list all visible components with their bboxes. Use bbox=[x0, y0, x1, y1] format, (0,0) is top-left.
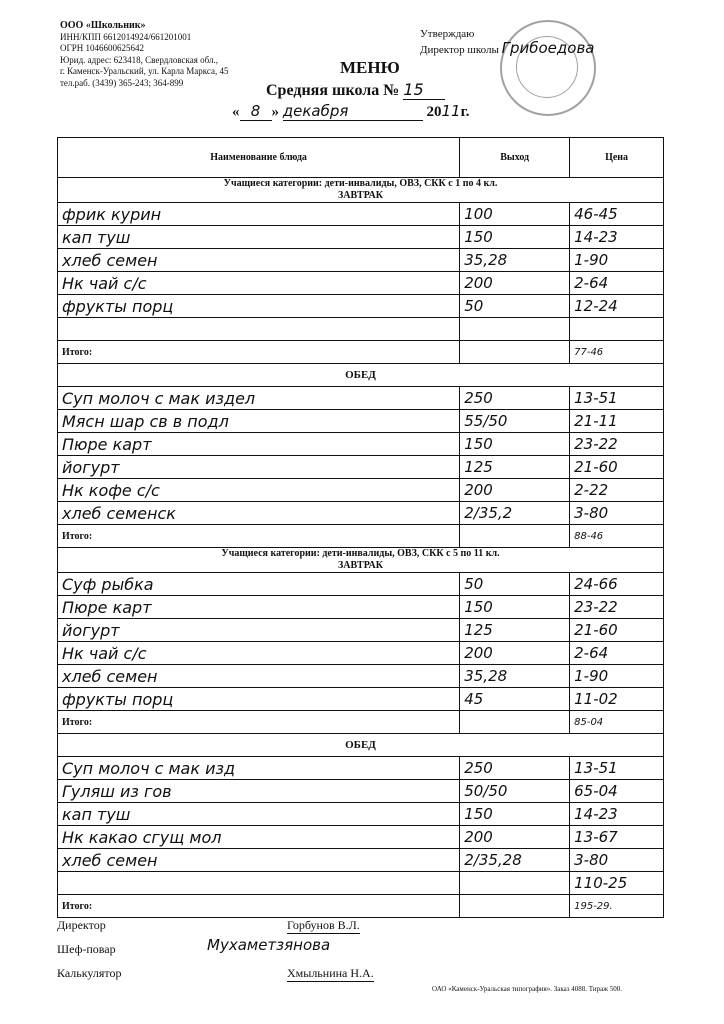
dish-name: Нк чай с/с bbox=[58, 642, 460, 665]
category-row-2 bbox=[58, 548, 664, 573]
dish-price: 65-04 bbox=[570, 780, 664, 803]
signature-name: Хмыльнина Н.А. bbox=[287, 966, 374, 980]
organization-block bbox=[60, 20, 229, 89]
dish-yield: 125 bbox=[460, 619, 570, 642]
approval-block bbox=[420, 27, 595, 57]
dish-yield: 35,28 bbox=[460, 665, 570, 688]
total-label: Итого: bbox=[58, 711, 460, 734]
signature-chef bbox=[57, 936, 331, 957]
director-label: Директор школы Грибоедова bbox=[420, 39, 595, 57]
signature-role: Директор bbox=[57, 918, 106, 932]
dish-price: 1-90 bbox=[570, 249, 664, 272]
dish-price: 23-22 bbox=[570, 433, 664, 456]
group2-breakfast bbox=[58, 573, 664, 711]
dish-name: кап туш bbox=[58, 226, 460, 249]
col-header-yield: Выход bbox=[460, 138, 570, 178]
section-label-breakfast: ЗАВТРАК bbox=[337, 560, 383, 571]
org-address-2: г. Каменск-Уральский, ул. Карла Маркса, 45 bbox=[60, 66, 229, 76]
dish-name: йогурт bbox=[58, 619, 460, 642]
dish-yield: 50/50 bbox=[460, 780, 570, 803]
dish-yield: 200 bbox=[460, 642, 570, 665]
dish-row bbox=[58, 642, 664, 665]
subtotal-row bbox=[58, 872, 664, 895]
dish-row bbox=[58, 780, 664, 803]
dish-price: 12-24 bbox=[570, 295, 664, 318]
dish-price: 2-64 bbox=[570, 272, 664, 295]
dish-name: фрукты порц bbox=[58, 295, 460, 318]
dish-row bbox=[58, 688, 664, 711]
dish-name: Мясн шар св в подл bbox=[58, 410, 460, 433]
dish-row bbox=[58, 573, 664, 596]
section-row-lunch bbox=[58, 734, 664, 757]
dish-name: хлеб семенск bbox=[58, 502, 460, 525]
dish-row bbox=[58, 410, 664, 433]
total-value: 88-46 bbox=[570, 525, 664, 548]
dish-price: 14-23 bbox=[570, 803, 664, 826]
dish-row bbox=[58, 826, 664, 849]
signature-director bbox=[57, 918, 360, 933]
org-phone: тел.раб. (3439) 365-243; 364-899 bbox=[60, 77, 184, 88]
dish-price: 14-23 bbox=[570, 226, 664, 249]
group1-lunch bbox=[58, 387, 664, 525]
dish-row bbox=[58, 456, 664, 479]
dish-yield: 125 bbox=[460, 456, 570, 479]
total-row bbox=[58, 895, 664, 918]
dish-row bbox=[58, 226, 664, 249]
dish-yield: 250 bbox=[460, 757, 570, 780]
dish-price: 13-67 bbox=[570, 826, 664, 849]
dish-row bbox=[58, 596, 664, 619]
section-row-lunch bbox=[58, 364, 664, 387]
signature-name: Горбунов В.Л. bbox=[287, 918, 360, 932]
dish-name: Нк какао сгущ мол bbox=[58, 826, 460, 849]
group1-breakfast bbox=[58, 203, 664, 318]
total-row bbox=[58, 711, 664, 734]
school-number: 15 bbox=[403, 80, 445, 100]
dish-row bbox=[58, 757, 664, 780]
section-label-breakfast: ЗАВТРАК bbox=[337, 190, 383, 201]
dish-name: йогурт bbox=[58, 456, 460, 479]
dish-row bbox=[58, 203, 664, 226]
dish-row bbox=[58, 619, 664, 642]
category-label: Учащиеся категории: дети-инвалиды, ОВЗ, СКК с 1 по 4 кл. bbox=[223, 178, 498, 189]
director-signature: Грибоедова bbox=[501, 39, 595, 57]
org-ogrn: ОГРН 1046600625642 bbox=[60, 43, 144, 53]
signature-calculator bbox=[57, 966, 374, 981]
dish-price: 21-60 bbox=[570, 456, 664, 479]
org-name: ООО «Школьник» bbox=[60, 20, 146, 31]
signature-role: Шеф-повар bbox=[57, 942, 116, 956]
dish-name: кап туш bbox=[58, 803, 460, 826]
dish-name: хлеб семен bbox=[58, 249, 460, 272]
dish-row bbox=[58, 502, 664, 525]
dish-name: Пюре карт bbox=[58, 596, 460, 619]
section-label-lunch: ОБЕД bbox=[58, 364, 664, 387]
org-inn: ИНН/КПП 6612014924/661201001 bbox=[60, 31, 192, 42]
dish-price: 2-22 bbox=[570, 479, 664, 502]
date-year-hand: 11 bbox=[441, 102, 461, 120]
category-row-1 bbox=[58, 178, 664, 203]
dish-row bbox=[58, 272, 664, 295]
dish-yield: 2/35,28 bbox=[460, 849, 570, 872]
total-row bbox=[58, 341, 664, 364]
dish-price: 24-66 bbox=[570, 573, 664, 596]
dish-yield: 150 bbox=[460, 596, 570, 619]
document-title: МЕНЮ bbox=[340, 58, 400, 77]
category-label: Учащиеся категории: дети-инвалиды, ОВЗ, СКК с 5 по 11 кл. bbox=[221, 548, 500, 559]
header-row bbox=[58, 138, 664, 178]
date-month: декабря bbox=[283, 102, 423, 121]
date-year-prefix: 20 bbox=[426, 104, 442, 120]
col-header-name: Наименование блюда bbox=[58, 138, 460, 178]
menu-table bbox=[57, 137, 664, 918]
dish-yield: 50 bbox=[460, 573, 570, 596]
dish-yield: 50 bbox=[460, 295, 570, 318]
dish-row bbox=[58, 387, 664, 410]
dish-price: 3-80 bbox=[570, 849, 664, 872]
dish-price: 23-22 bbox=[570, 596, 664, 619]
dish-name: фрик курин bbox=[58, 203, 460, 226]
dish-yield: 150 bbox=[460, 433, 570, 456]
dish-yield: 250 bbox=[460, 387, 570, 410]
dish-yield: 150 bbox=[460, 226, 570, 249]
dish-yield: 45 bbox=[460, 688, 570, 711]
dish-yield: 200 bbox=[460, 479, 570, 502]
total-label: Итого: bbox=[58, 341, 460, 364]
dish-name: Нк кофе с/с bbox=[58, 479, 460, 502]
total-row bbox=[58, 525, 664, 548]
dish-price: 1-90 bbox=[570, 665, 664, 688]
dish-name: Гуляш из гов bbox=[58, 780, 460, 803]
dish-price: 3-80 bbox=[570, 502, 664, 525]
dish-yield: 100 bbox=[460, 203, 570, 226]
signature-scrawl: Мухаметзянова bbox=[207, 936, 331, 954]
dish-yield: 150 bbox=[460, 803, 570, 826]
dish-row bbox=[58, 249, 664, 272]
dish-name: Пюре карт bbox=[58, 433, 460, 456]
empty-row bbox=[58, 318, 664, 341]
total-label: Итого: bbox=[58, 525, 460, 548]
dish-row bbox=[58, 433, 664, 456]
printer-note: ОАО «Каменск-Уральская типография». Заказ 4088. Тираж 500. bbox=[432, 985, 623, 993]
group2-lunch bbox=[58, 757, 664, 872]
school-label: Средняя школа № bbox=[266, 82, 400, 99]
dish-price: 13-51 bbox=[570, 387, 664, 410]
dish-row bbox=[58, 665, 664, 688]
dish-name: Суф рыбка bbox=[58, 573, 460, 596]
dish-yield: 55/50 bbox=[460, 410, 570, 433]
total-value: 195-29. bbox=[570, 895, 664, 918]
dish-price: 13-51 bbox=[570, 757, 664, 780]
total-label: Итого: bbox=[58, 895, 460, 918]
dish-price: 11-02 bbox=[570, 688, 664, 711]
org-address-1: Юрид. адрес: 623418, Свердловская обл., bbox=[60, 54, 218, 65]
dish-price: 2-64 bbox=[570, 642, 664, 665]
subtotal-value: 110-25 bbox=[570, 872, 664, 895]
section-label-lunch: ОБЕД bbox=[58, 734, 664, 757]
school-line bbox=[266, 80, 445, 100]
dish-yield: 35,28 bbox=[460, 249, 570, 272]
total-value: 77-46 bbox=[570, 341, 664, 364]
approve-label: Утверждаю bbox=[420, 28, 475, 40]
dish-name: хлеб семен bbox=[58, 849, 460, 872]
dish-row bbox=[58, 803, 664, 826]
dish-price: 46-45 bbox=[570, 203, 664, 226]
date-year-suffix: г. bbox=[460, 104, 470, 120]
dish-row bbox=[58, 849, 664, 872]
dish-name: Суп молоч с мак издел bbox=[58, 387, 460, 410]
dish-yield: 200 bbox=[460, 272, 570, 295]
dish-name: Суп молоч с мак изд bbox=[58, 757, 460, 780]
date-day: 8 bbox=[240, 102, 272, 121]
dish-name: фрукты порц bbox=[58, 688, 460, 711]
total-value: 85-04 bbox=[570, 711, 664, 734]
dish-name: хлеб семен bbox=[58, 665, 460, 688]
dish-yield: 2/35,2 bbox=[460, 502, 570, 525]
menu-date: « 8 » декабря 2011г. bbox=[232, 102, 470, 120]
dish-row bbox=[58, 295, 664, 318]
dish-name: Нк чай с/с bbox=[58, 272, 460, 295]
col-header-price: Цена bbox=[570, 138, 664, 178]
dish-price: 21-60 bbox=[570, 619, 664, 642]
dish-yield: 200 bbox=[460, 826, 570, 849]
dish-row bbox=[58, 479, 664, 502]
signature-role: Калькулятор bbox=[57, 966, 122, 980]
dish-price: 21-11 bbox=[570, 410, 664, 433]
